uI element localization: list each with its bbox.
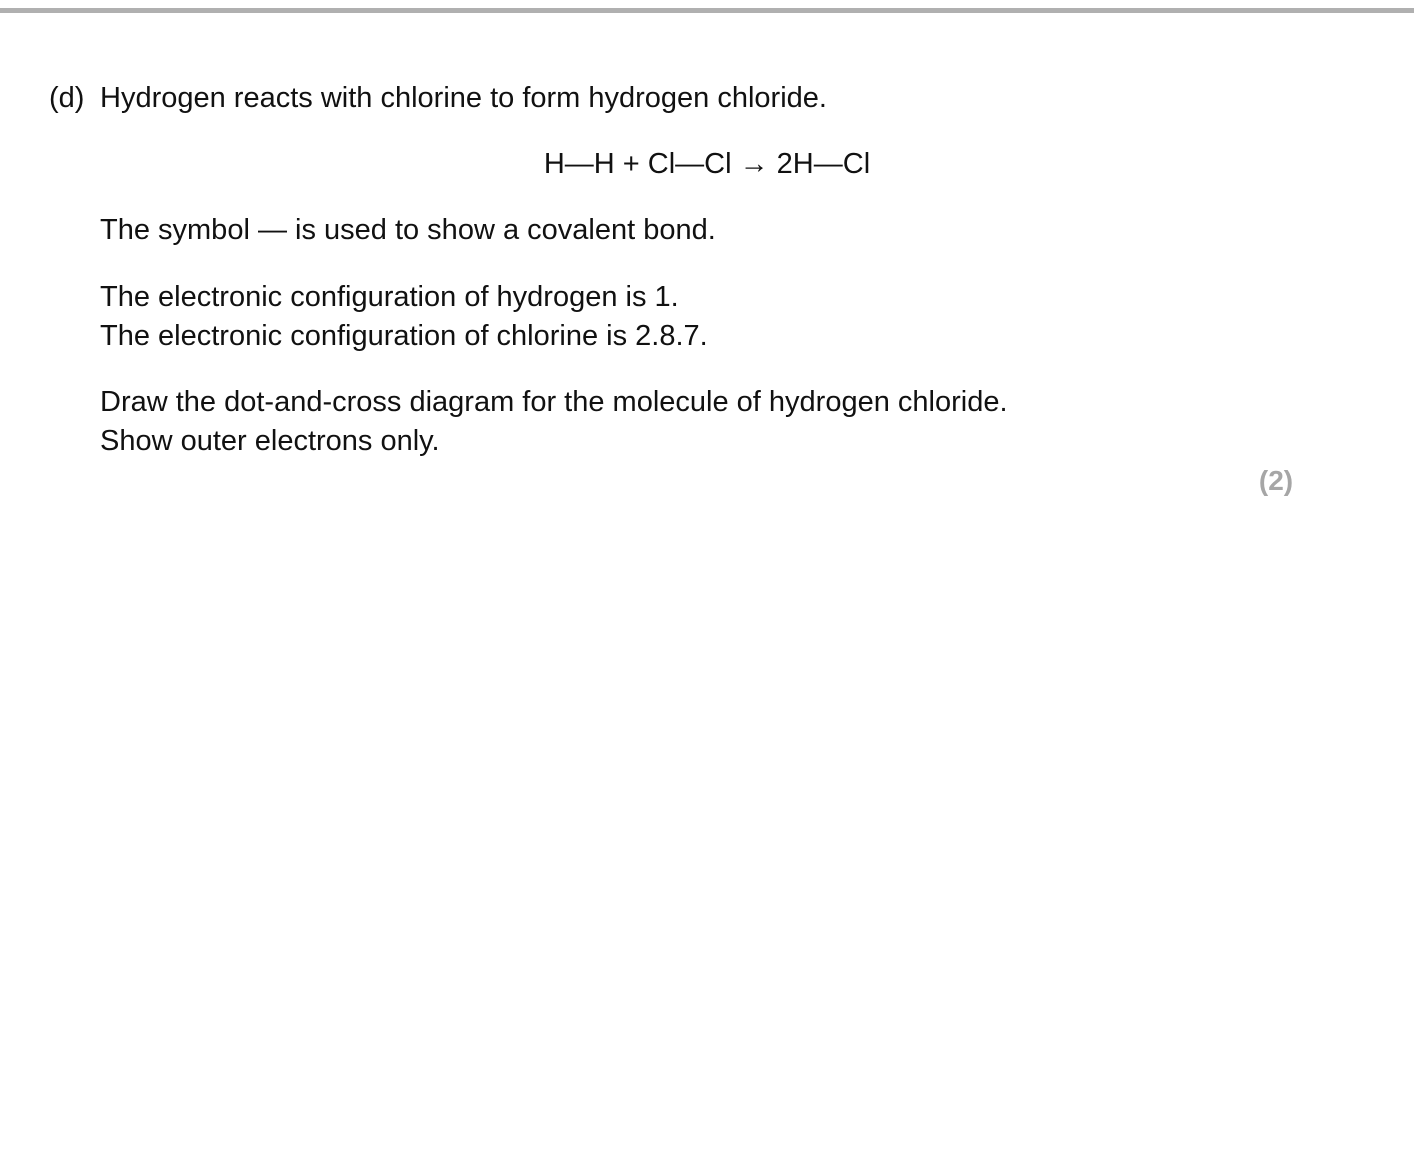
instruction-outer-electrons: Show outer electrons only. — [100, 425, 440, 457]
marks-badge: (2) — [1258, 465, 1294, 496]
bond-note: The symbol — is used to show a covalent bond. — [100, 214, 716, 246]
question-intro: Hydrogen reacts with chlorine to form hydrogen chloride. — [100, 82, 827, 114]
chemical-equation: H—H + Cl—Cl → 2H—Cl — [543, 148, 871, 180]
instruction-draw: Draw the dot-and-cross diagram for the molecule of hydrogen chloride. — [100, 386, 1008, 418]
config-hydrogen: The electronic configuration of hydrogen is 1. — [100, 281, 679, 313]
part-label: (d) — [49, 82, 85, 114]
config-chlorine: The electronic configuration of chlorine is 2.8.7. — [100, 320, 708, 352]
top-rule — [0, 8, 1414, 13]
